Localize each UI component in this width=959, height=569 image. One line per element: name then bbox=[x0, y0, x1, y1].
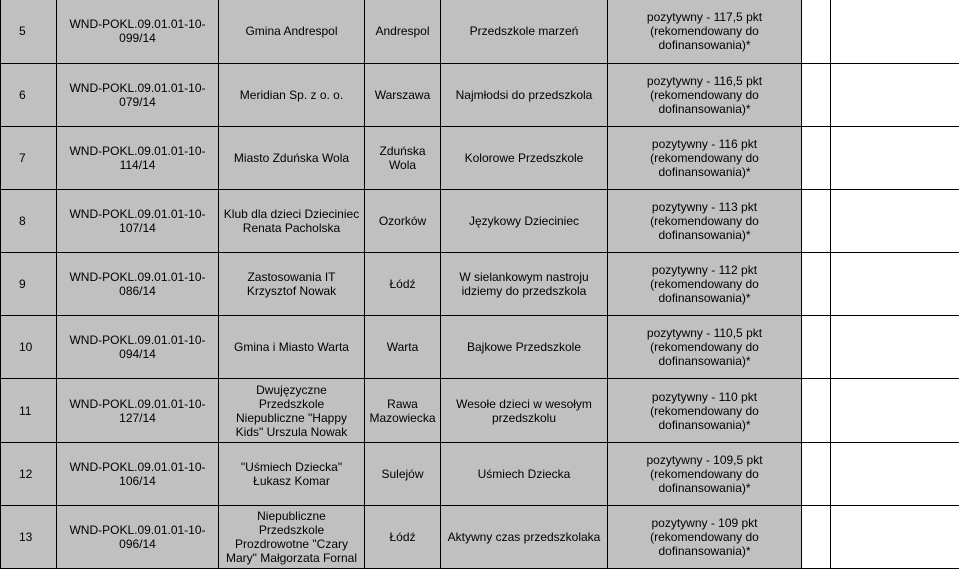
row-number: 5 bbox=[1, 0, 57, 63]
empty-cell bbox=[802, 0, 831, 63]
empty-cell bbox=[802, 189, 831, 252]
table-row bbox=[1, 126, 959, 189]
empty-cell bbox=[831, 126, 959, 189]
empty-cell bbox=[831, 316, 959, 379]
application-code: WND-POKL.09.01.01-10-099/14 bbox=[57, 0, 219, 63]
project-title: Językowy Dzieciniec bbox=[441, 189, 608, 252]
empty-cell bbox=[802, 316, 831, 379]
table-row bbox=[1, 442, 959, 505]
table-row bbox=[1, 189, 959, 252]
row-number: 11 bbox=[1, 379, 57, 442]
city: Ozorków bbox=[365, 189, 441, 252]
applicant-name: Zastosowania IT Krzysztof Nowak bbox=[219, 253, 365, 316]
applicant-name: Gmina Andrespol bbox=[219, 0, 365, 63]
table-row bbox=[1, 379, 959, 442]
applicant-name: Niepubliczne Przedszkole Prozdrowotne "Czary Mary" Małgorzata Fornal bbox=[219, 505, 365, 568]
empty-cell bbox=[831, 63, 959, 126]
application-code: WND-POKL.09.01.01-10-086/14 bbox=[57, 253, 219, 316]
table-row bbox=[1, 0, 959, 63]
project-title: Uśmiech Dziecka bbox=[441, 442, 608, 505]
empty-cell bbox=[831, 505, 959, 568]
evaluation-result: pozytywny - 110 pkt (rekomendowany do dofinansowania)* bbox=[608, 379, 802, 442]
empty-cell bbox=[831, 0, 959, 63]
empty-cell bbox=[831, 442, 959, 505]
applicant-name: Miasto Zduńska Wola bbox=[219, 126, 365, 189]
applicant-name: "Uśmiech Dziecka" Łukasz Komar bbox=[219, 442, 365, 505]
table-row bbox=[1, 316, 959, 379]
evaluation-result: pozytywny - 116,5 pkt (rekomendowany do dofinansowania)* bbox=[608, 63, 802, 126]
empty-cell bbox=[802, 63, 831, 126]
evaluation-result: pozytywny - 113 pkt (rekomendowany do dofinansowania)* bbox=[608, 189, 802, 252]
evaluation-result: pozytywny - 116 pkt (rekomendowany do dofinansowania)* bbox=[608, 126, 802, 189]
city: Łódź bbox=[365, 505, 441, 568]
applicant-name: Dwujęzyczne Przedszkole Niepubliczne "Happy Kids" Urszula Nowak bbox=[219, 379, 365, 442]
empty-cell bbox=[802, 505, 831, 568]
project-title: Najmłodsi do przedszkola bbox=[441, 63, 608, 126]
empty-cell bbox=[831, 189, 959, 252]
project-title: Przedszkole marzeń bbox=[441, 0, 608, 63]
application-code: WND-POKL.09.01.01-10-106/14 bbox=[57, 442, 219, 505]
row-number: 8 bbox=[1, 189, 57, 252]
city: Warszawa bbox=[365, 63, 441, 126]
row-number: 13 bbox=[1, 505, 57, 568]
empty-cell bbox=[802, 442, 831, 505]
row-number: 12 bbox=[1, 442, 57, 505]
evaluation-result: pozytywny - 110,5 pkt (rekomendowany do dofinansowania)* bbox=[608, 316, 802, 379]
application-code: WND-POKL.09.01.01-10-079/14 bbox=[57, 63, 219, 126]
applicant-name: Klub dla dzieci Dzieciniec Renata Pacholska bbox=[219, 189, 365, 252]
evaluation-result: pozytywny - 117,5 pkt (rekomendowany do dofinansowania)* bbox=[608, 0, 802, 63]
evaluation-result: pozytywny - 109,5 pkt (rekomendowany do dofinansowania)* bbox=[608, 442, 802, 505]
empty-cell bbox=[802, 379, 831, 442]
table-row bbox=[1, 505, 959, 568]
city: Rawa Mazowiecka bbox=[365, 379, 441, 442]
table-row bbox=[1, 253, 959, 316]
table-row bbox=[1, 63, 959, 126]
row-number: 10 bbox=[1, 316, 57, 379]
empty-cell bbox=[802, 126, 831, 189]
project-title: Bajkowe Przedszkole bbox=[441, 316, 608, 379]
application-code: WND-POKL.09.01.01-10-127/14 bbox=[57, 379, 219, 442]
application-code: WND-POKL.09.01.01-10-096/14 bbox=[57, 505, 219, 568]
row-number: 6 bbox=[1, 63, 57, 126]
evaluation-result: pozytywny - 109 pkt (rekomendowany do dofinansowania)* bbox=[608, 505, 802, 568]
row-number: 9 bbox=[1, 253, 57, 316]
city: Warta bbox=[365, 316, 441, 379]
evaluation-result: pozytywny - 112 pkt (rekomendowany do dofinansowania)* bbox=[608, 253, 802, 316]
project-title: Aktywny czas przedszkolaka bbox=[441, 505, 608, 568]
project-title: W sielankowym nastroju idziemy do przedszkola bbox=[441, 253, 608, 316]
city: Łódź bbox=[365, 253, 441, 316]
project-title: Kolorowe Przedszkole bbox=[441, 126, 608, 189]
empty-cell bbox=[831, 379, 959, 442]
empty-cell bbox=[831, 253, 959, 316]
application-code: WND-POKL.09.01.01-10-114/14 bbox=[57, 126, 219, 189]
project-title: Wesołe dzieci w wesołym przedszkolu bbox=[441, 379, 608, 442]
city: Sulejów bbox=[365, 442, 441, 505]
applicant-name: Gmina i Miasto Warta bbox=[219, 316, 365, 379]
application-code: WND-POKL.09.01.01-10-094/14 bbox=[57, 316, 219, 379]
row-number: 7 bbox=[1, 126, 57, 189]
city: Zduńska Wola bbox=[365, 126, 441, 189]
city: Andrespol bbox=[365, 0, 441, 63]
applicant-name: Meridian Sp. z o. o. bbox=[219, 63, 365, 126]
empty-cell bbox=[802, 253, 831, 316]
application-code: WND-POKL.09.01.01-10-107/14 bbox=[57, 189, 219, 252]
